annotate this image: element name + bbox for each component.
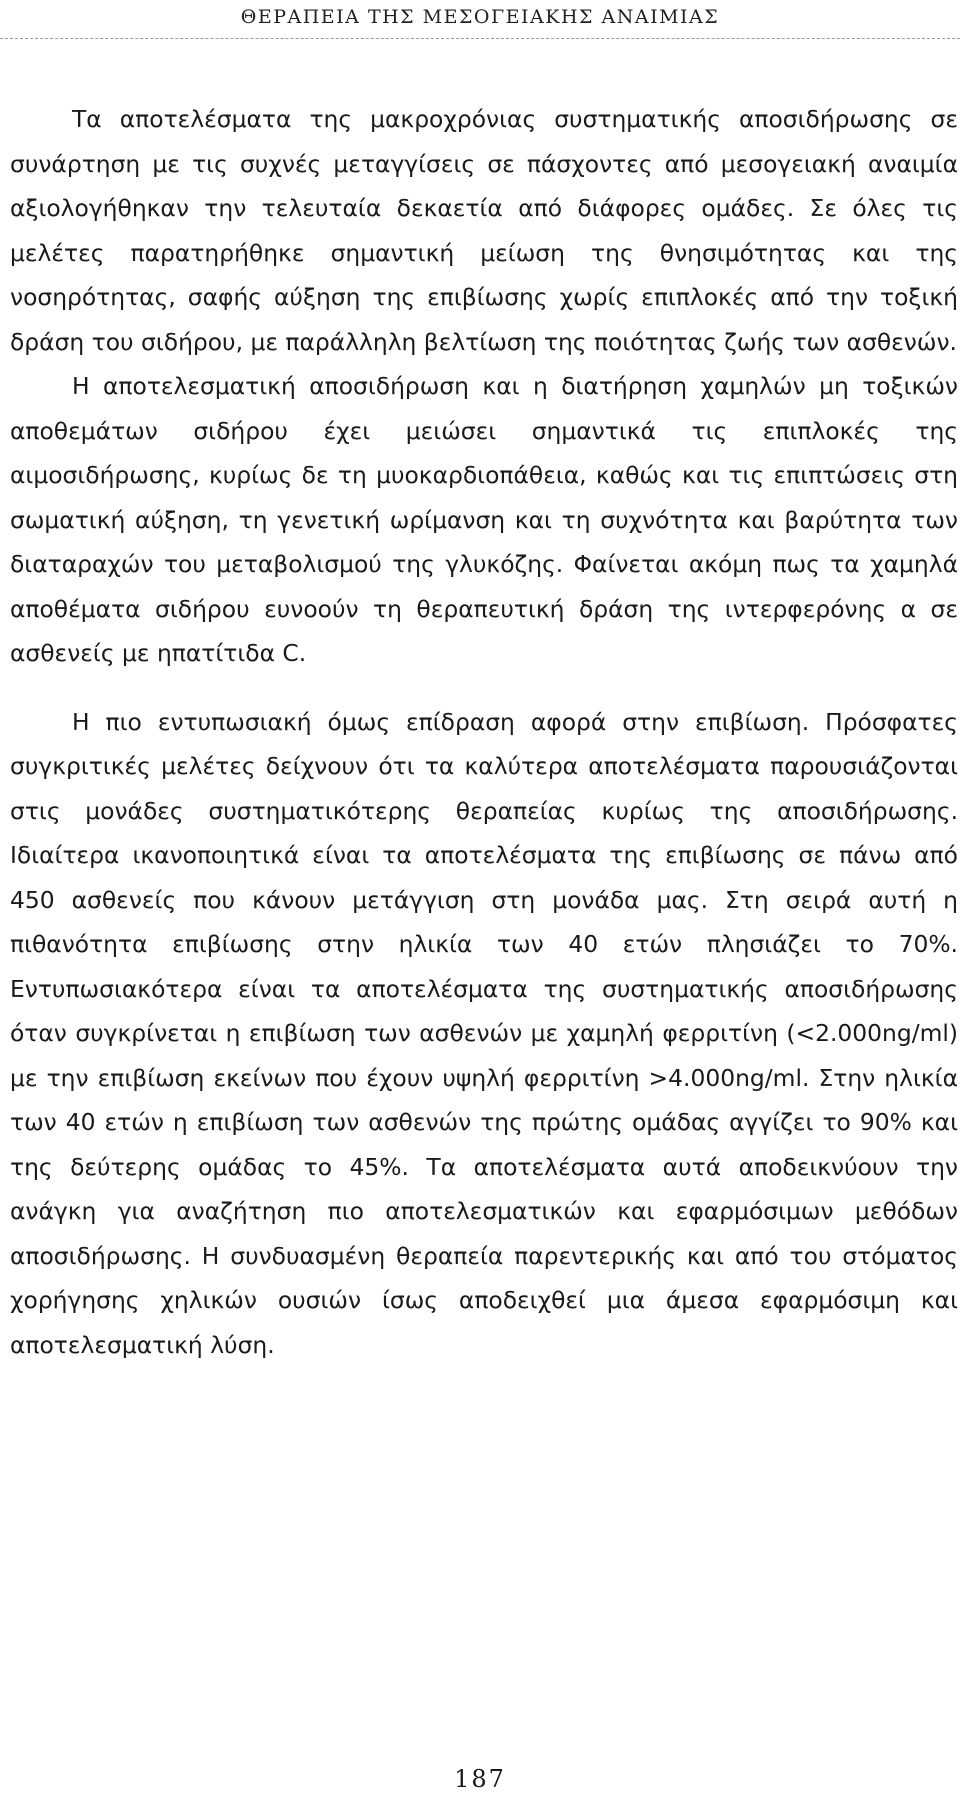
page-number: 187 [454,1765,506,1793]
paragraph-2: Η αποτελεσματική αποσιδήρωση και η διατήρηση χαμηλών μη τοξικών αποθεμάτων σιδήρου έχει μειώσει σημαντικά τις επιπλοκές της αιμοσιδήρωσης, κυρίως δε τη μυοκαρδιοπάθεια, καθώς και τις επιπτώσεις στη σωματική αύξηση, τη γενετική ωρίμανση και τη συχνότητα και βαρύτητα των διαταραχών του μεταβολισμού της γλυκόζης. Φαίνεται ακόμη πως τα χαμηλά αποθέματα σιδήρου ευνοούν τη θεραπευτική δράση της ιντερφερόνης α σε ασθενείς με ηπατίτιδα C. [10,372,958,667]
header-divider [0,38,960,39]
paragraph-3: Η πιο εντυπωσιακή όμως επίδραση αφορά στην επιβίωση. Πρόσφατες συγκριτικές μελέτες δείχνουν ότι τα καλύτερα αποτελέσματα παρουσιάζονται στις μονάδες συστηματικότερης θεραπείας κυρίως της αποσιδήρωσης. Ιδιαίτερα ικανοποιητικά είναι τα αποτελέσματα της επιβίωσης σε πάνω από 450 ασθενείς που κάνουν μετάγγιση στη μονάδα μας. Στη σειρά αυτή η πιθανότητα επιβίωσης στην ηλικία των 40 ετών πλησιάζει το 70%. Εντυπωσιακότερα είναι τα αποτελέσματα της συστηματικής αποσιδήρωσης όταν συγκρίνεται η επιβίωση των ασθενών με χαμηλή φερριτίνη (<2.000ng/ml) με την επιβίωση εκείνων που έχουν υψηλή φερριτίνη >4.000ng/ml. Στην ηλικία των 40 ετών η επιβίωση των ασθενών της πρώτης ομάδας αγγίζει το 90% και της δεύτερης ομάδας το 45%. Τα αποτελέσματα αυτά αποδεικνύουν την ανάγκη για αναζήτηση πιο αποτελεσματικών και εφαρμόσιμων μεθόδων αποσιδήρωσης. Η συνδυασμένη θεραπεία παρεντερικής και από του στόματος χορήγησης χηλικών ουσιών ίσως αποδειχθεί μια άμεσα εφαρμόσιμη και αποτελεσματική λύση. [10,707,958,1359]
running-header: ΘΕΡΑΠΕΙΑ ΤΗΣ ΜΕΣΟΓΕΙΑΚΗΣ ΑΝΑΙΜΙΑΣ [240,6,720,28]
paragraph-1: Τα αποτελέσματα της μακροχρόνιας συστηματικής αποσιδήρωσης σε συνάρτηση με τις συχνές μεταγγίσεις σε πάσχοντες από μεσογειακή αναιμία αξιολογήθηκαν την τελευταία δεκαετία από διάφορες ομάδες. Σε όλες τις μελέτες παρατηρήθηκε σημαντική μείωση της θνησιμότητας και της νοσηρότητας, σαφής αύξηση της επιβίωσης χωρίς επιπλοκές από την τοξική δράση του σιδήρου, με παράλληλη βελτίωση της ποιότητας ζωής των ασθενών. [10,105,958,356]
body-text [10,97,958,1367]
